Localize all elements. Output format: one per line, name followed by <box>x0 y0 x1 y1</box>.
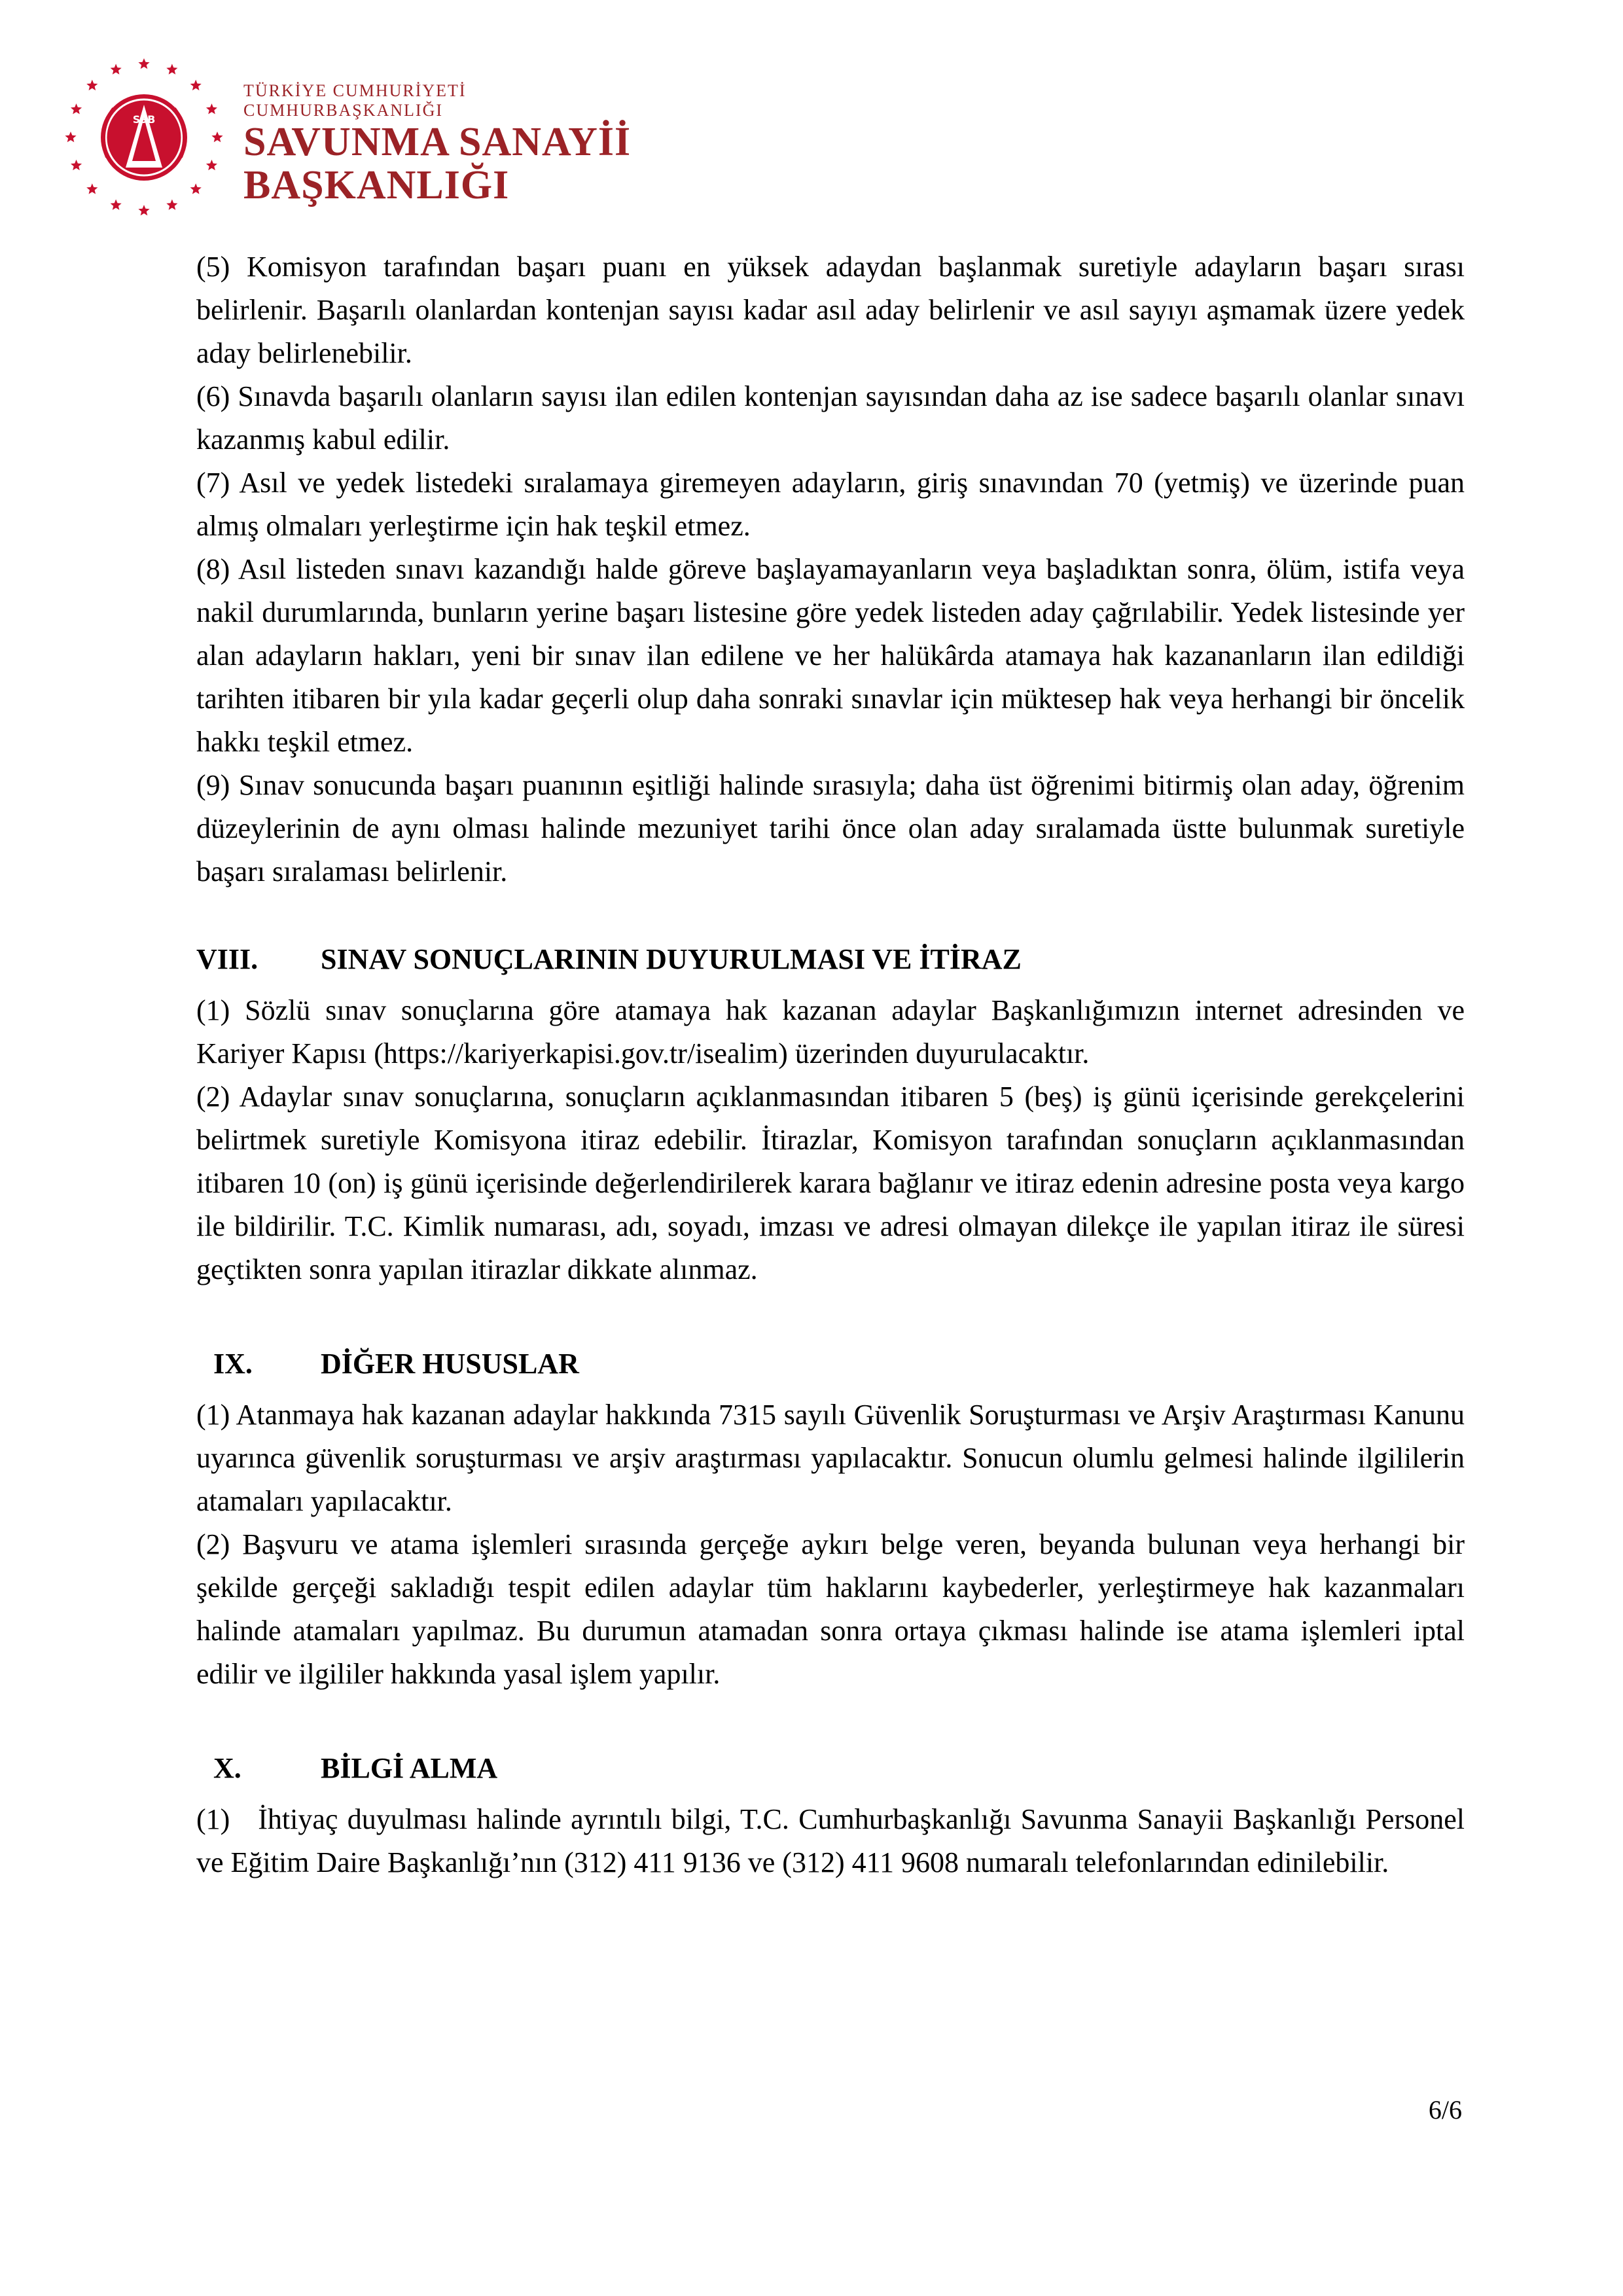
section-title: DİĞER HUSUSLAR <box>321 1348 579 1380</box>
emblem-star-icon <box>190 183 202 194</box>
emblem-star-icon <box>190 80 202 90</box>
emblem-star-icon <box>166 64 177 75</box>
emblem-star-icon <box>111 64 122 75</box>
org-line-1: TÜRKİYE CUMHURİYETİ <box>243 81 467 100</box>
section-heading-viii <box>196 938 1465 981</box>
emblem-star-icon <box>138 58 149 69</box>
emblem-star-icon <box>211 132 223 142</box>
emblem-star-icon <box>206 103 217 114</box>
emblem-star-icon <box>138 205 149 215</box>
section-ix-paragraph-1: (1) Atanmaya hak kazanan adaylar hakkında 7315 sayılı Güvenlik Soruşturması ve Arşiv Araştırması Kanunu uyarınca güvenlik soruşturması ve arşiv araştırması yapılacaktır. Sonucun olumlu gelmesi halinde ilgililerin atamaları yapılacaktır. <box>196 1399 1465 1517</box>
emblem-star-icon <box>86 80 98 90</box>
emblem-star-icon <box>71 103 82 114</box>
section-number: VIII. <box>196 943 259 975</box>
emblem-text: SSB <box>132 113 156 126</box>
paragraph-8: (8) Asıl listeden sınavı kazandığı halde göreve başlayamayanların veya başladıktan sonra, ölüm, istifa veya nakil durumlarında, bunların yerine başarı listesine göre yedek listeden aday çağrılabilir. Yedek listesinde yer alan adayların hakları, yeni bir sınav ilan edilene ve her halükârda atamaya hak kazananların ilan edildiği tarihten itibaren bir yıla kadar geçerli olup daha sonraki sınavlar için müktesep hak veya herhangi bir öncelik hakkı teşkil etmez. <box>196 553 1465 758</box>
org-line-2: CUMHURBAŞKANLIĞI <box>243 101 444 120</box>
page-number: 6/6 <box>1428 2095 1462 2125</box>
emblem-star-icon <box>65 132 76 142</box>
section-viii-paragraph-2: (2) Adaylar sınav sonuçlarına, sonuçların açıklanmasından itibaren 5 (beş) iş günü içerisinde gerekçelerini belirtmek suretiyle Komisyona itiraz edebilir. İtirazlar, Komisyon tarafından sonuçların açıklanmasından itibaren 10 (on) iş günü içerisinde değerlendirilerek karara bağlanır ve itiraz edenin adresine posta veya kargo ile bildirilir. T.C. Kimlik numarası, adı, soyadı, imzası ve adresi olmayan dilekçe ile yapılan itiraz ile süresi geçtikten sonra yapılan itirazlar dikkate alınmaz. <box>196 1081 1465 1285</box>
emblem-star-icon <box>206 160 217 170</box>
section-heading-ix <box>196 1342 1465 1386</box>
org-line-4: BAŞKANLIĞI <box>243 163 510 207</box>
letterhead <box>59 52 648 223</box>
section-title: BİLGİ ALMA <box>321 1752 498 1784</box>
ssb-emblem-icon <box>59 52 229 223</box>
section-heading-x <box>196 1747 1465 1790</box>
paragraph-5: (5) Komisyon tarafından başarı puanı en yüksek adaydan başlanmak suretiyle adayların başarı sırası belirlenir. Başarılı olanlardan kontenjan sayısı kadar asıl aday belirlenir ve asıl sayıyı aşmamak üzere yedek aday belirlenebilir. <box>196 251 1465 369</box>
section-viii-paragraph-1: (1) Sözlü sınav sonuçlarına göre atamaya hak kazanan adaylar Başkanlığımızın internet adresinden ve Kariyer Kapısı (https://kariyerkapisi.gov.tr/isealim) üzerinden duyurulacaktır. <box>196 994 1465 1069</box>
emblem-star-icon <box>111 200 122 210</box>
section-x-paragraph-1: (1) İhtiyaç duyulması halinde ayrıntılı bilgi, T.C. Cumhurbaşkanlığı Savunma Sanayii Başkanlığı Personel ve Eğitim Daire Başkanlığı’nın (312) 411 9136 ve (312) 411 9608 numaralı telefonlarından edinilebilir. <box>196 1803 1472 1878</box>
section-number: IX. <box>213 1348 253 1380</box>
emblem-star-icon <box>166 200 177 210</box>
paragraph-7: (7) Asıl ve yedek listedeki sıralamaya giremeyen adayların, giriş sınavından 70 (yetmiş) ve üzerinde puan almış olmaları yerleştirme için hak teşkil etmez. <box>196 467 1465 542</box>
paragraph-9: (9) Sınav sonucunda başarı puanının eşitliği halinde sırasıyla; daha üst öğrenimi bitirmiş olan aday, öğrenim düzeylerinin de aynı olması halinde mezuniyet tarihi önce olan aday sıralamada üstte bulunmak suretiyle başarı sıralaması belirlenir. <box>196 769 1465 888</box>
section-ix-paragraph-2: (2) Başvuru ve atama işlemleri sırasında gerçeğe aykırı belge veren, beyanda bulunan veya herhangi bir şekilde gerçeği sakladığı tespit edilen adaylar tüm haklarını kaybederler, yerleştirmeye hak kazanmaları halinde atamaları yapılmaz. Bu durumun atamadan sonra ortaya çıkması halinde ise atama işlemleri iptal edilir ve ilgililer hakkında yasal işlem yapılır. <box>196 1528 1465 1690</box>
organization-name <box>243 81 631 207</box>
emblem-star-icon <box>71 160 82 170</box>
document-body <box>196 245 1472 1884</box>
section-title: SINAV SONUÇLARININ DUYURULMASI VE İTİRAZ <box>321 943 1022 975</box>
section-number: X. <box>213 1752 241 1784</box>
emblem-star-icon <box>86 183 98 194</box>
org-line-3: SAVUNMA SANAYİİ <box>243 120 632 164</box>
paragraph-6: (6) Sınavda başarılı olanların sayısı ilan edilen kontenjan sayısından daha az ise sadece başarılı olanlar sınavı kazanmış kabul edilir. <box>196 380 1465 456</box>
